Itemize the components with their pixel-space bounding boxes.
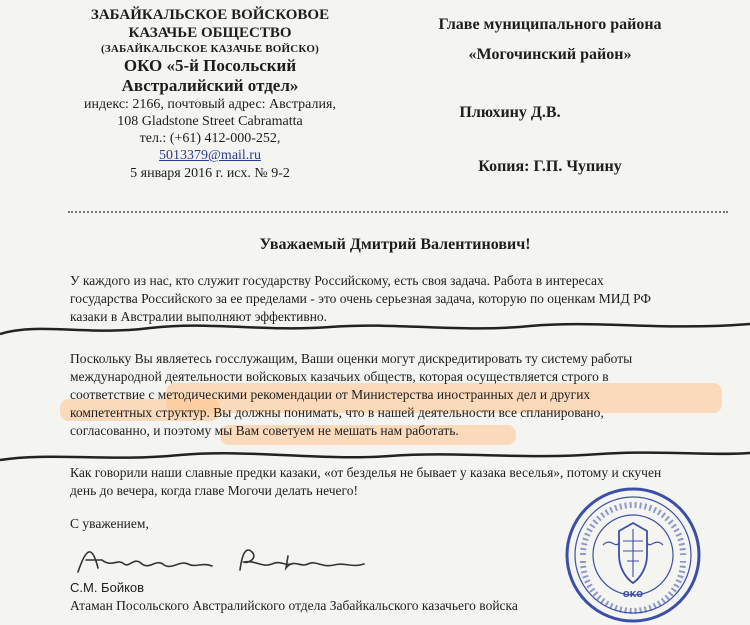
paragraph-2-line5: согласованно, и поэтому мы Вам советуем не мешать нам работать. — [70, 423, 459, 438]
sender-address-line2: 108 Gladstone Street Cabramatta — [117, 114, 303, 129]
sender-org-line3: (ЗАБАЙКАЛЬСКОЕ КАЗАЧЬЕ ВОЙСКО) — [101, 43, 319, 55]
official-seal-stamp — [563, 485, 703, 625]
sender-org-line1: ЗАБАЙКАЛЬСКОЕ ВОЙСКОВОЕ — [90, 7, 330, 23]
sender-phone: тел.: (+61) 412-000-252, — [139, 131, 281, 146]
signer-title: Атаман Посольского Австралийского отдела Забайкальского казачьего войска — [70, 598, 518, 613]
torn-edge-bottom — [0, 446, 750, 466]
sender-org-line2: КАЗАЧЬЕ ОБЩЕСТВО — [128, 25, 292, 41]
paragraph-2-line3: соответствие с методическими рекомендации от Министерства иностранных дел и других — [70, 387, 591, 402]
paragraph-2-line1: Поскольку Вы являетесь госслужащим, Ваши оценки могут дискредитировать ту систему работы — [70, 351, 633, 366]
signer-name: С.М. Бойков — [70, 580, 145, 595]
sender-block — [60, 6, 360, 183]
sender-dept-line2: Австралийский отдел» — [121, 76, 299, 95]
sender-address-line1: индекс: 2166, почтовый адрес: Австралия, — [84, 97, 336, 112]
paragraph-2-line4: компетентных структур. Вы должны понимать, что в нашей деятельности все спланировано, — [70, 405, 604, 420]
recipient-copy: Копия: Г.П. Чупину — [478, 158, 622, 175]
torn-edge-top — [0, 318, 750, 338]
sender-email-link[interactable]: 5013379@mail.ru — [159, 148, 261, 163]
greeting: Уважаемый Дмитрий Валентинович! — [259, 236, 531, 253]
recipient-line1: Главе муниципального района — [438, 16, 662, 33]
paragraph-3-line2: день до вечера, когда главе Могочи делать нечего! — [70, 483, 358, 498]
paragraph-2 — [70, 350, 730, 440]
sender-date-ref: 5 января 2016 г. исх. № 9-2 — [130, 166, 290, 181]
paragraph-3-line1: Как говорили наши славные предки казаки, «от безделья не бывает у казака веселья», потому и скучен — [70, 465, 662, 480]
paragraph-1-line3: казаки в Австралии выполняют эффективно. — [70, 309, 328, 324]
svg-text:ОКО: ОКО — [622, 590, 644, 599]
paragraph-1-line1: У каждого из нас, кто служит государству Российскому, есть своя задача. Работа в интересах — [70, 273, 604, 288]
paragraph-2-line2: международной деятельности войсковых казачьих обществ, которая осуществляется строго в — [70, 369, 609, 384]
sender-dept-line1: ОКО «5-й Посольский — [123, 56, 297, 75]
paragraph-1-line2: государства Российского за ее пределами - это очень серьезная задача, которую по оценкам МИД РФ — [70, 291, 652, 306]
handwritten-signature — [72, 538, 372, 578]
recipient-line2: «Могочинский район» — [468, 46, 632, 63]
dotted-divider — [68, 211, 728, 213]
closing-text: С уважением, — [70, 516, 149, 531]
recipient-name: Плюхину Д.В. — [459, 104, 561, 121]
